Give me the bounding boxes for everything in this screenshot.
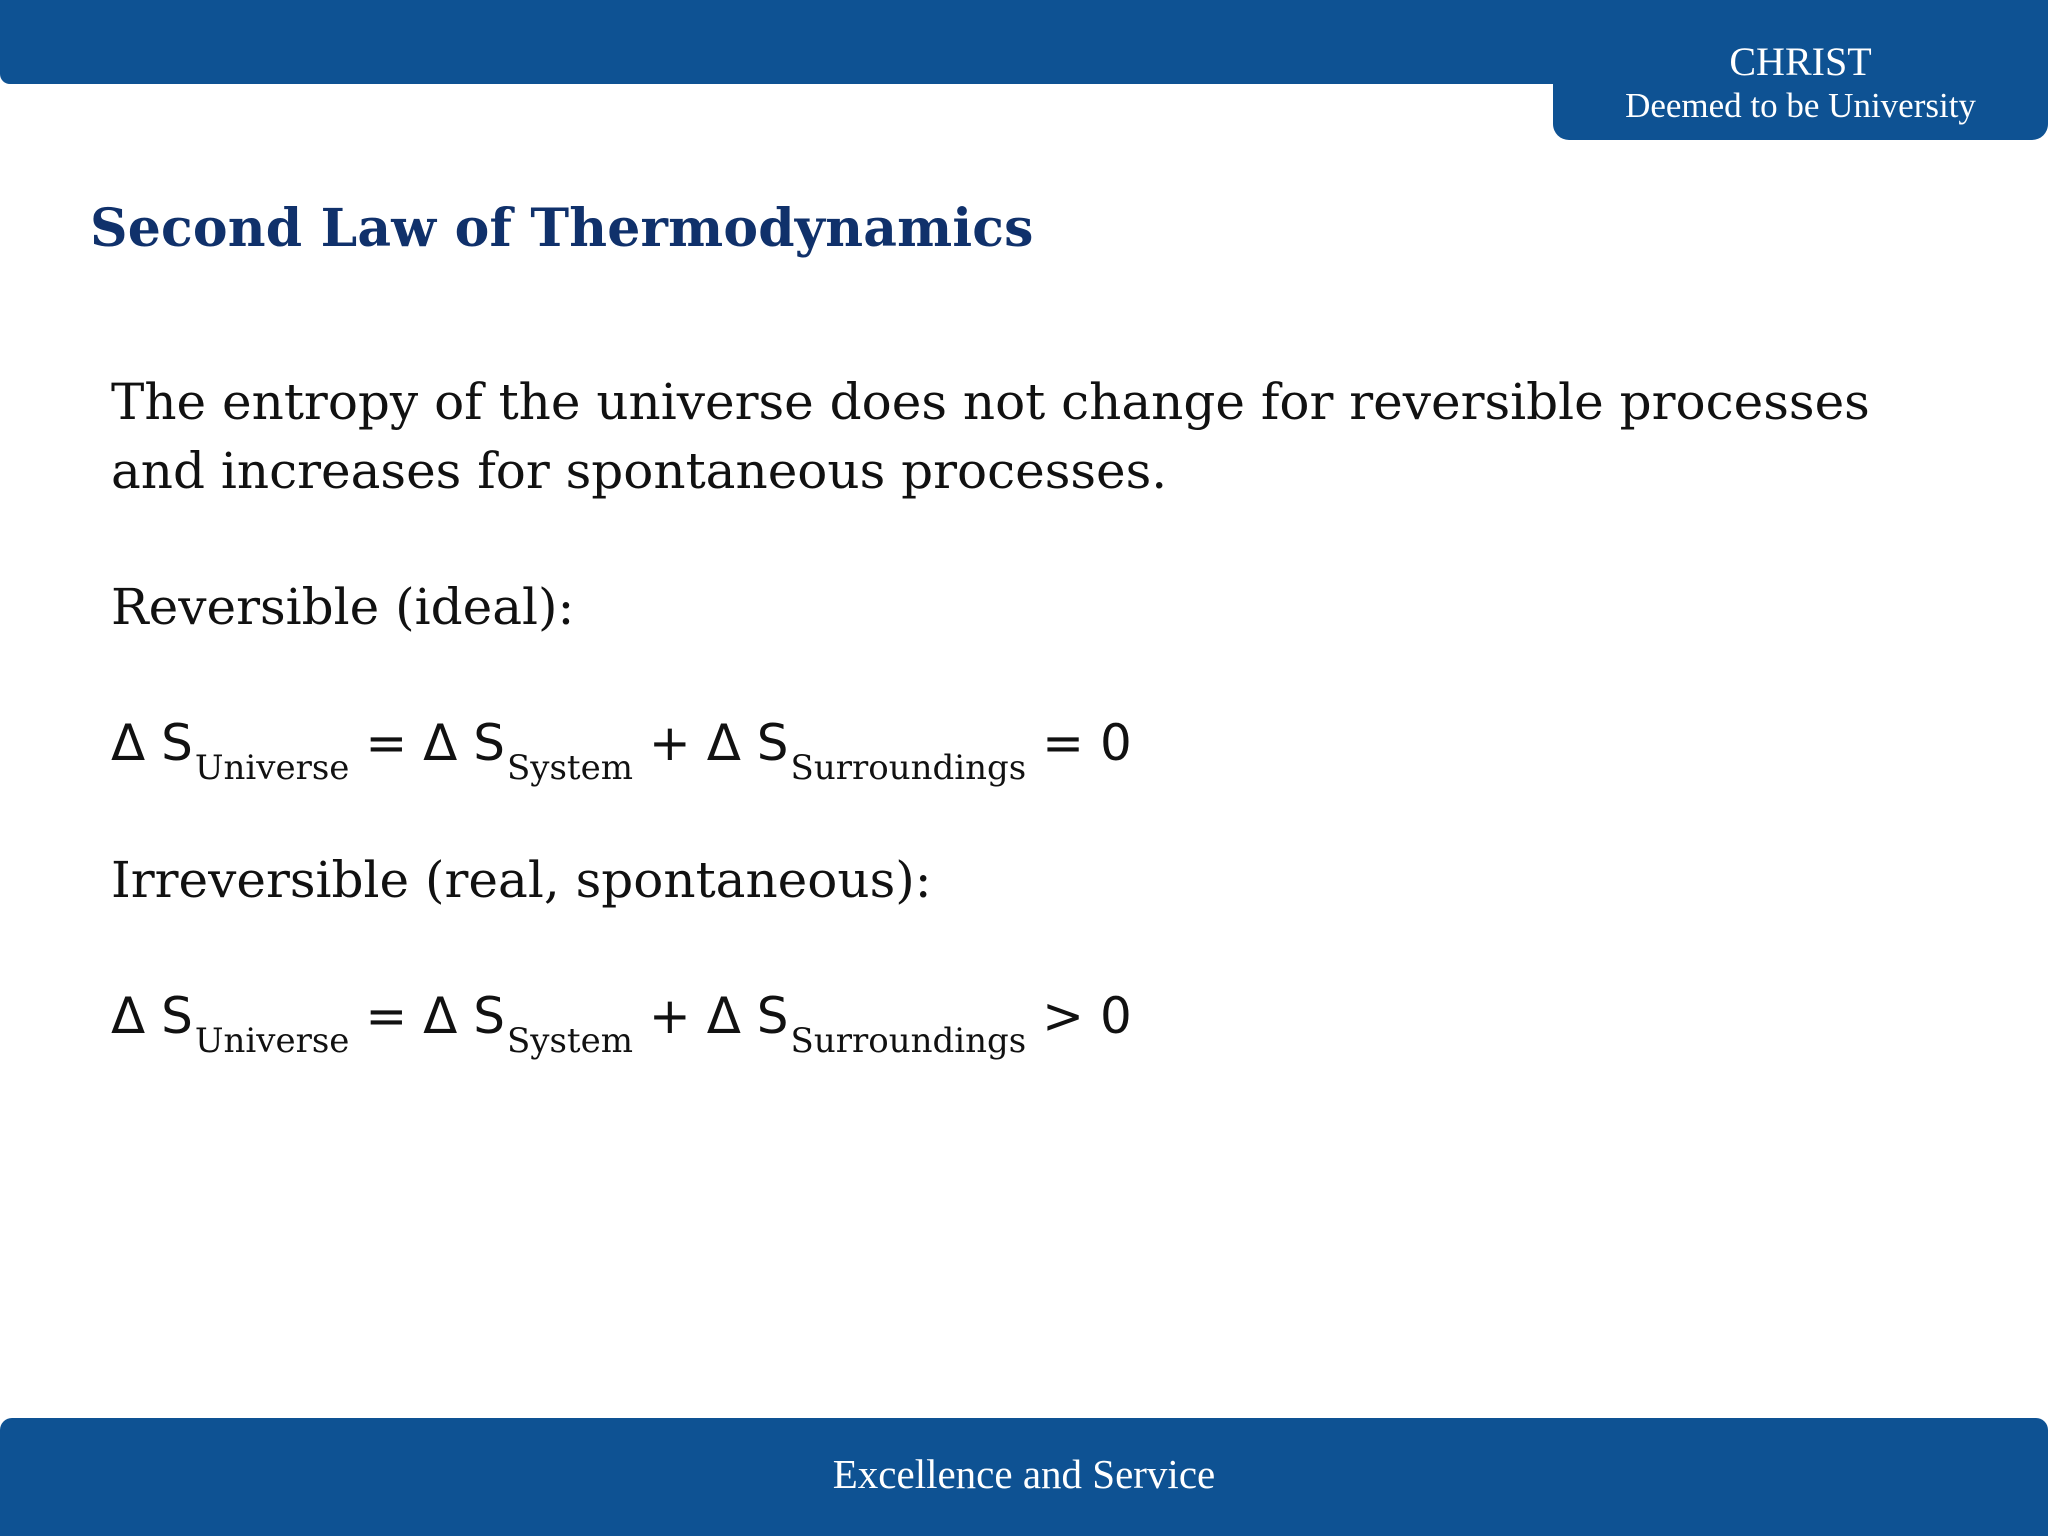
plus-sign: + [648, 987, 691, 1045]
subscript-system: System [506, 748, 633, 788]
subscript-surroundings: Surroundings [790, 748, 1027, 788]
equation-relation: = 0 [1042, 714, 1132, 772]
brand-subtitle: Deemed to be University [1625, 86, 1976, 125]
reversible-label: Reversible (ideal): [111, 578, 575, 636]
irreversible-label: Irreversible (real, spontaneous): [111, 851, 932, 909]
brand-name: CHRIST [1729, 39, 1872, 84]
delta-s-surroundings: Δ S [706, 987, 789, 1045]
plus-sign: + [648, 714, 691, 772]
equals-sign: = [365, 987, 408, 1045]
equation-relation: > 0 [1042, 987, 1132, 1045]
university-brand [1553, 0, 2048, 140]
equals-sign: = [365, 714, 408, 772]
subscript-universe: Universe [194, 748, 350, 788]
footer-tagline: Excellence and Service [832, 1451, 1216, 1497]
subscript-system: System [506, 1021, 633, 1061]
subscript-surroundings: Surroundings [790, 1021, 1027, 1061]
delta-s-surroundings: Δ S [706, 714, 789, 772]
delta-s-universe: Δ S [111, 714, 193, 772]
delta-s-system: Δ S [423, 714, 505, 772]
irreversible-equation [111, 986, 1132, 1061]
delta-s-universe: Δ S [111, 987, 193, 1045]
slide-title: Second Law of Thermodynamics [90, 198, 1034, 259]
reversible-equation [111, 713, 1132, 788]
intro-paragraph: The entropy of the universe does not change for reversible processes and increases for spontaneous processes. [111, 373, 1870, 500]
subscript-universe: Universe [194, 1021, 350, 1061]
delta-s-system: Δ S [423, 987, 505, 1045]
footer-bar [0, 1418, 2048, 1536]
